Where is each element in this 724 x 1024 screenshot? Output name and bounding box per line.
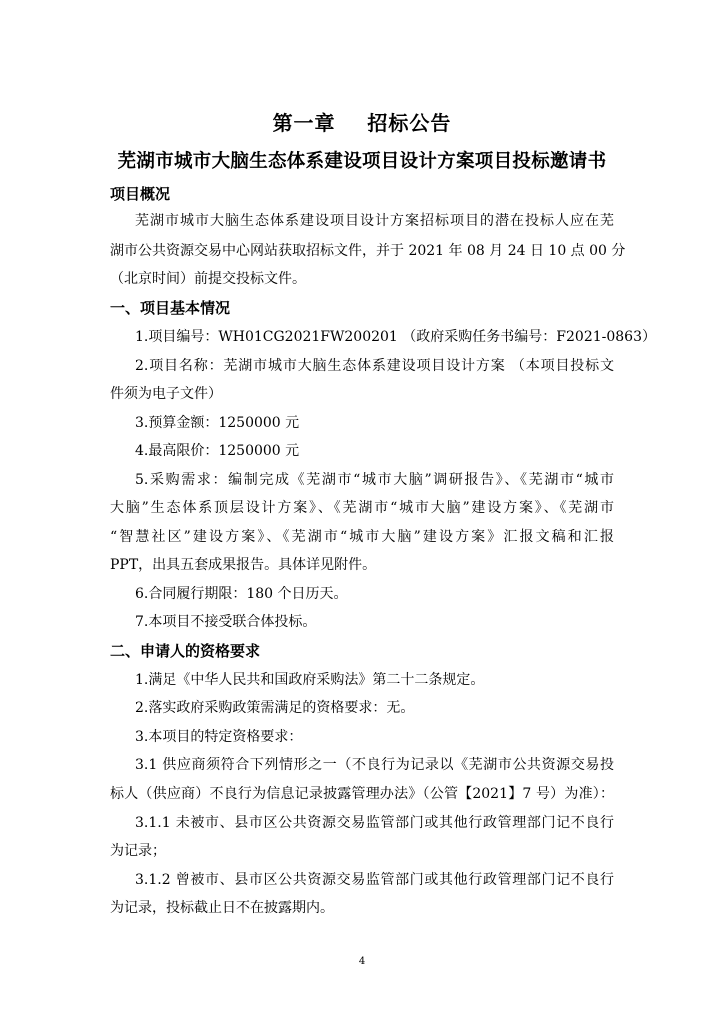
list-item: 3.1.2 曾被市、县市区公共资源交易监管部门或其他行政管理部门记不良行 <box>135 872 614 888</box>
list-item-continuation: 大脑”生态体系顶层设计方案》、《芜湖市“城市大脑”建设方案》、《芜湖市 <box>110 500 614 516</box>
section-heading-basic-info: 一、项目基本情况 <box>110 299 231 317</box>
section-heading-overview: 项目概况 <box>110 185 171 203</box>
chapter-title: 第一章 招标公告 <box>272 111 452 135</box>
list-item: 7.本项目不接受联合体投标。 <box>135 614 317 630</box>
list-item-continuation: PPT，出具五套成果报告。具体详见附件。 <box>110 557 377 573</box>
list-item: 3.预算金额：1250000 元 <box>135 415 300 431</box>
list-item-continuation: 为记录，投标截止日不在披露期内。 <box>110 900 334 916</box>
paragraph-line: （北京时间）前提交投标文件。 <box>110 271 306 287</box>
list-item: 3.本项目的特定资格要求： <box>135 729 303 745</box>
list-item: 6.合同履行期限：180 个日历天。 <box>135 586 348 602</box>
list-item: 2.落实政府采购政策需满足的资格要求：无。 <box>135 700 415 716</box>
section-heading-qualifications: 二、申请人的资格要求 <box>110 642 261 660</box>
list-item: 3.1 供应商须符合下列情形之一（不良行为记录以《芜湖市公共资源交易投 <box>135 757 614 773</box>
paragraph-line: 湖市公共资源交易中心网站获取招标文件，并于 2021 年 08 月 24 日 10 点 00 分 <box>110 243 626 259</box>
page-number: 4 <box>358 956 366 967</box>
list-item: 1.项目编号：WH01CG2021FW200201 （政府采购任务书编号：F2021-0863） <box>135 329 656 345</box>
list-item: 3.1.1 未被市、县市区公共资源交易监管部门或其他行政管理部门记不良行 <box>135 815 614 831</box>
list-item: 5.采购需求：编制完成《芜湖市“城市大脑”调研报告》、《芜湖市“城市 <box>135 472 614 488</box>
list-item: 1.满足《中华人民共和国政府采购法》第二十二条规定。 <box>135 672 485 688</box>
list-item-continuation: “智慧社区”建设方案》、《芜湖市“城市大脑”建设方案》汇报文稿和汇报 <box>110 529 614 545</box>
list-item-continuation: 标人（供应商）不良行为信息记录披露管理办法》（公管【2021】7 号）为准）： <box>110 786 614 802</box>
list-item-continuation: 为记录； <box>110 843 166 859</box>
list-item-continuation: 件须为电子文件） <box>110 386 222 402</box>
document-title: 芜湖市城市大脑生态体系建设项目设计方案项目投标邀请书 <box>117 151 607 172</box>
paragraph-line: 芜湖市城市大脑生态体系建设项目设计方案招标项目的潜在投标人应在芜 <box>135 213 614 229</box>
list-item: 2.项目名称：芜湖市城市大脑生态体系建设项目设计方案 （本项目投标文 <box>135 358 614 374</box>
list-item: 4.最高限价：1250000 元 <box>135 443 300 459</box>
